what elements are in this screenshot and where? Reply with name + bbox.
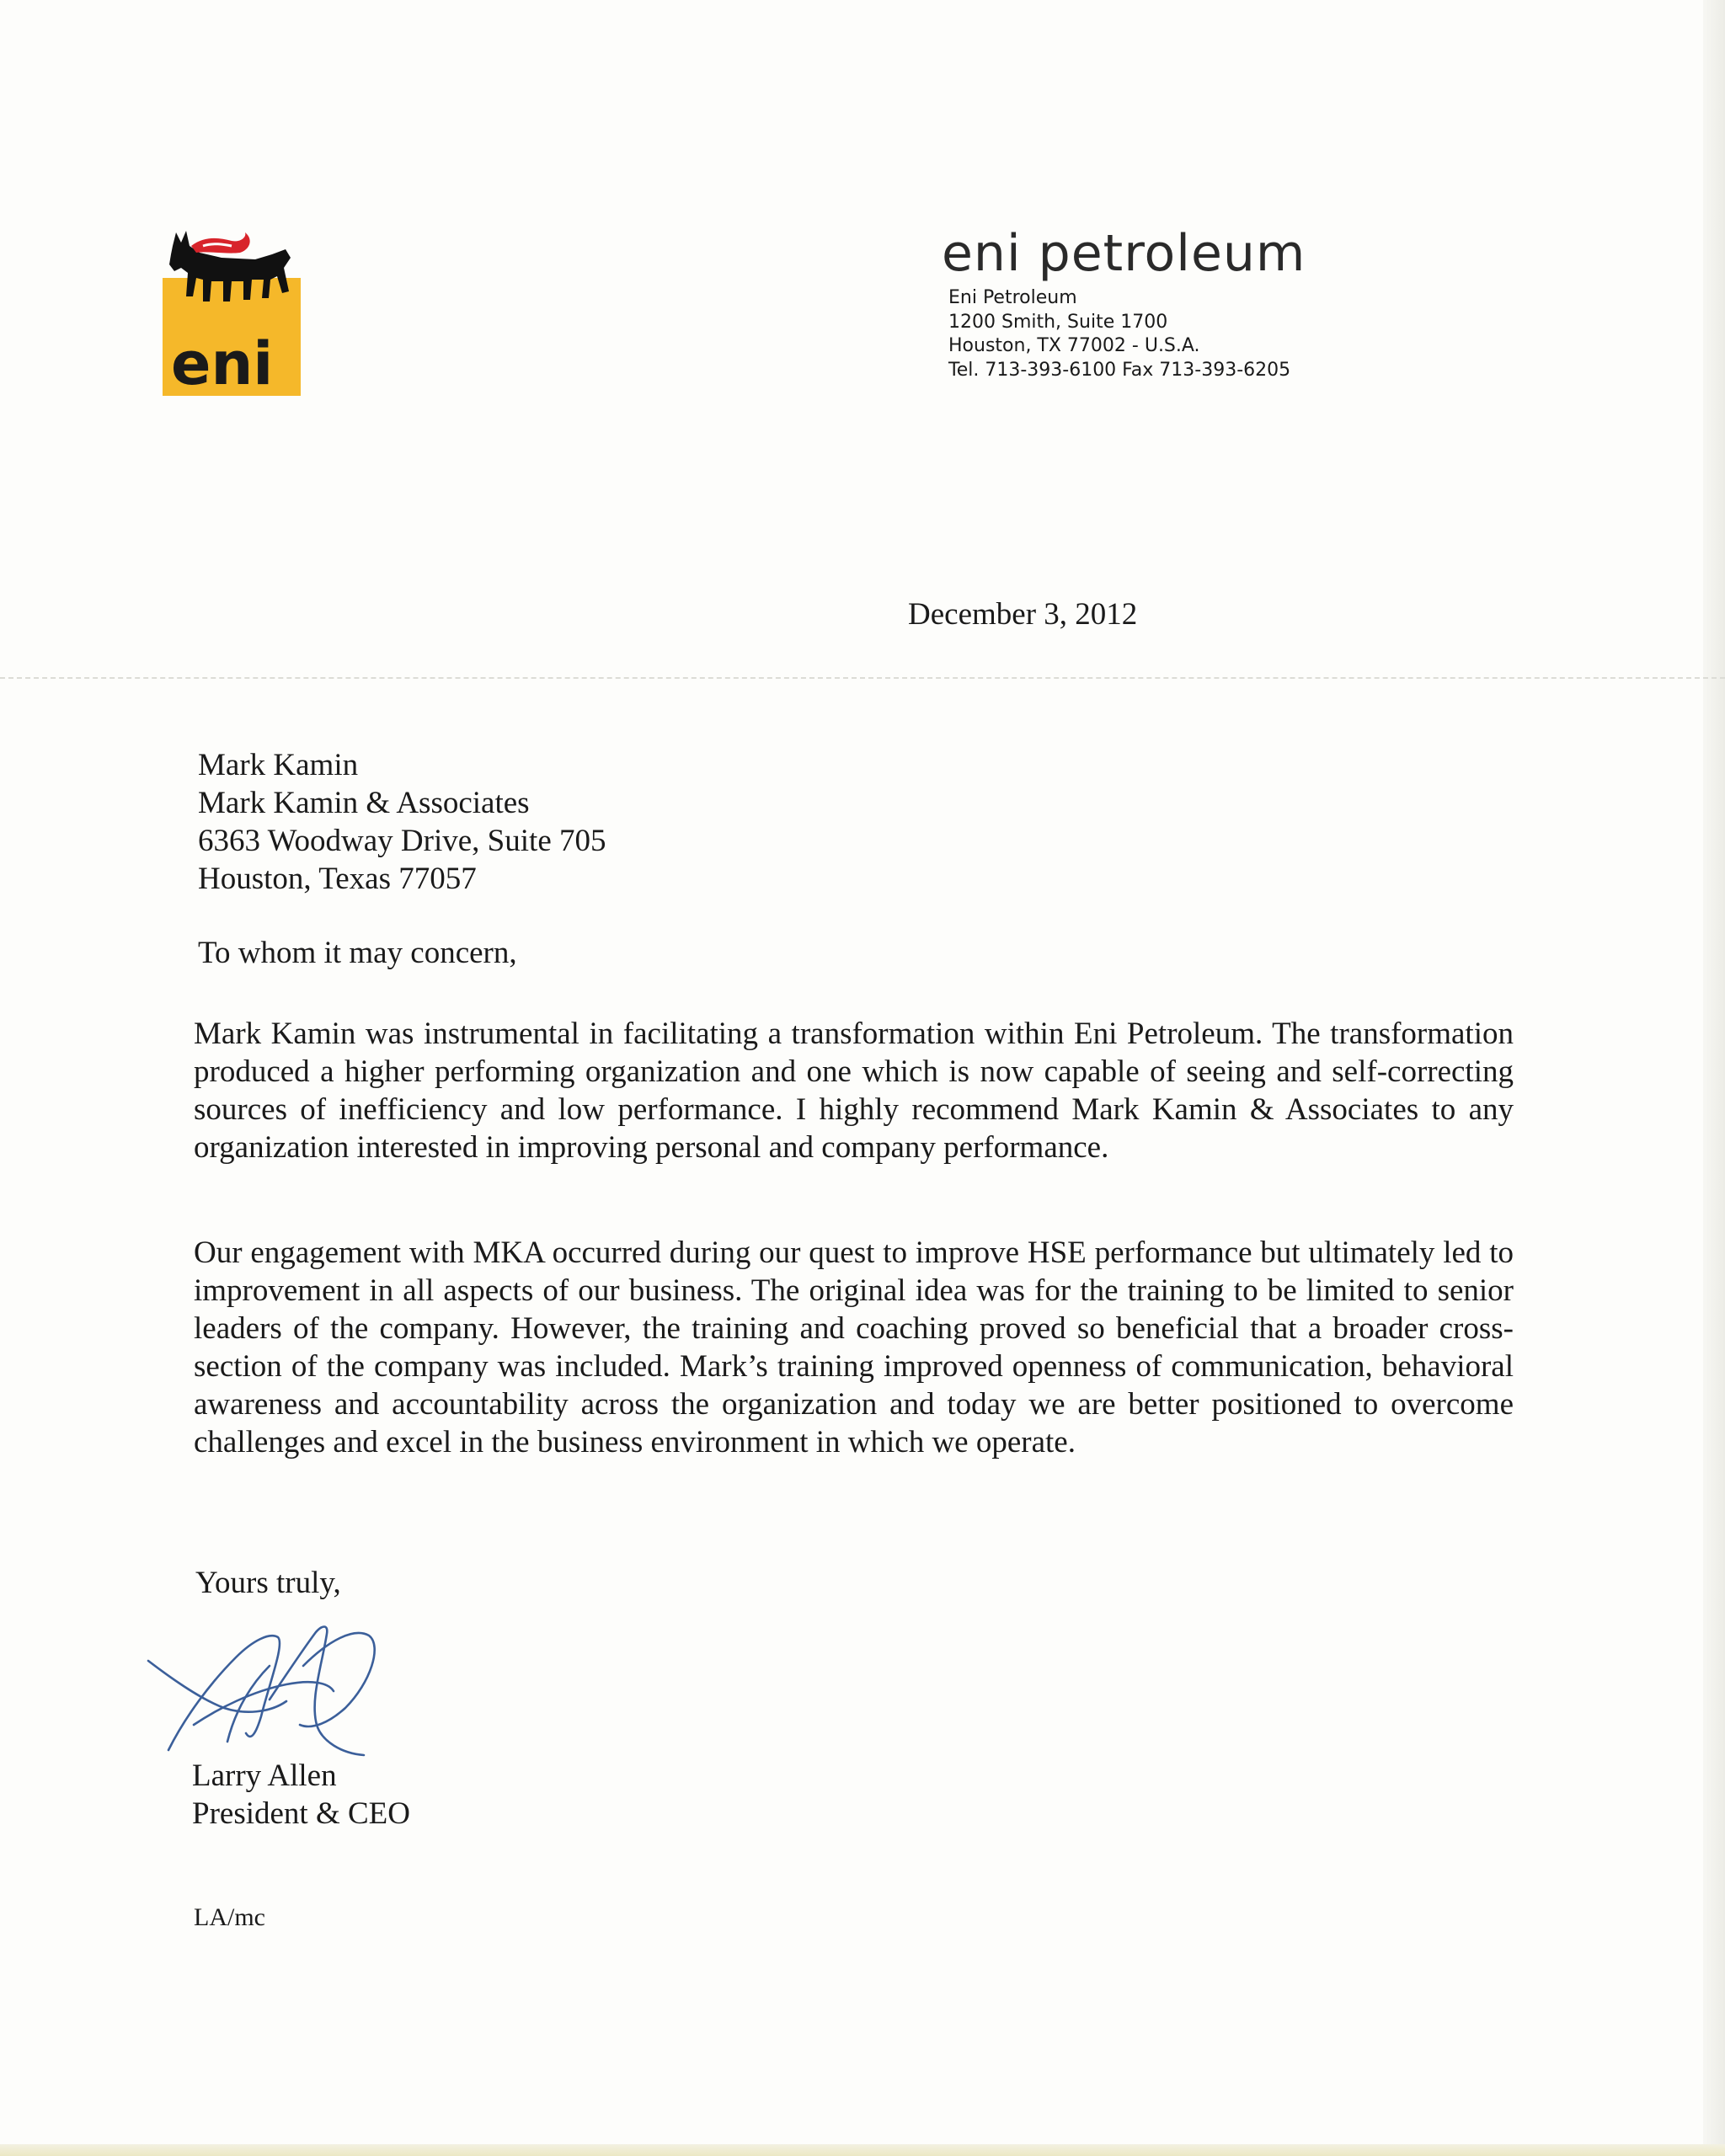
address-line: Houston, TX 77002 - U.S.A. bbox=[948, 335, 1200, 356]
address-line: 1200 Smith, Suite 1700 bbox=[948, 311, 1168, 333]
reference-initials: LA/mc bbox=[194, 1903, 265, 1931]
address-line: Eni Petroleum bbox=[948, 287, 1077, 308]
recipient-line: Mark Kamin bbox=[198, 748, 359, 782]
body-paragraph: Our engagement with MKA occurred during our quest to improve HSE performance but ultimately led to improvement in all aspects of our business. The original idea was for the training to be limited to senior leaders of the company. However, the training and coaching proved so beneficial that a broader cross-section of the company was included. Mark’s training improved openness of communication, behavioral awareness and accountability across the organization and today we are better positioned to overcome challenges and excel in the business environment in which we operate. bbox=[194, 1235, 1514, 1460]
brand-wordmark: eni petroleum bbox=[942, 224, 1306, 283]
address-line: Tel. 713-393-6100 Fax 713-393-6205 bbox=[948, 359, 1291, 381]
signer-name: Larry Allen bbox=[192, 1758, 337, 1793]
fold-line bbox=[0, 677, 1725, 679]
recipient-line: Houston, Texas 77057 bbox=[198, 862, 477, 896]
salutation: To whom it may concern, bbox=[198, 936, 517, 970]
recipient-block bbox=[198, 746, 606, 898]
body-paragraph: Mark Kamin was instrumental in facilitating a transformation within Eni Petroleum. The transformation produced a higher performing organization and one which is now capable of seeing and self-correcting sources of inefficiency and low performance. I highly recommend Mark Kamin & Associates to any organization interested in improving personal and company performance. bbox=[194, 1017, 1514, 1165]
signature-image bbox=[143, 1607, 396, 1767]
signer-title: President & CEO bbox=[192, 1796, 410, 1831]
logo-text: eni bbox=[171, 329, 274, 396]
six-legged-dog-icon bbox=[163, 221, 301, 396]
recipient-line: 6363 Woodway Drive, Suite 705 bbox=[198, 824, 606, 858]
recipient-line: Mark Kamin & Associates bbox=[198, 786, 530, 820]
page-edge-bottom bbox=[0, 2144, 1725, 2156]
eni-logo bbox=[163, 221, 301, 396]
page-edge bbox=[1703, 0, 1725, 2156]
letterhead-address bbox=[948, 286, 1290, 382]
letter-date: December 3, 2012 bbox=[908, 597, 1138, 632]
signer-block bbox=[192, 1757, 410, 1833]
closing: Yours truly, bbox=[195, 1566, 341, 1600]
